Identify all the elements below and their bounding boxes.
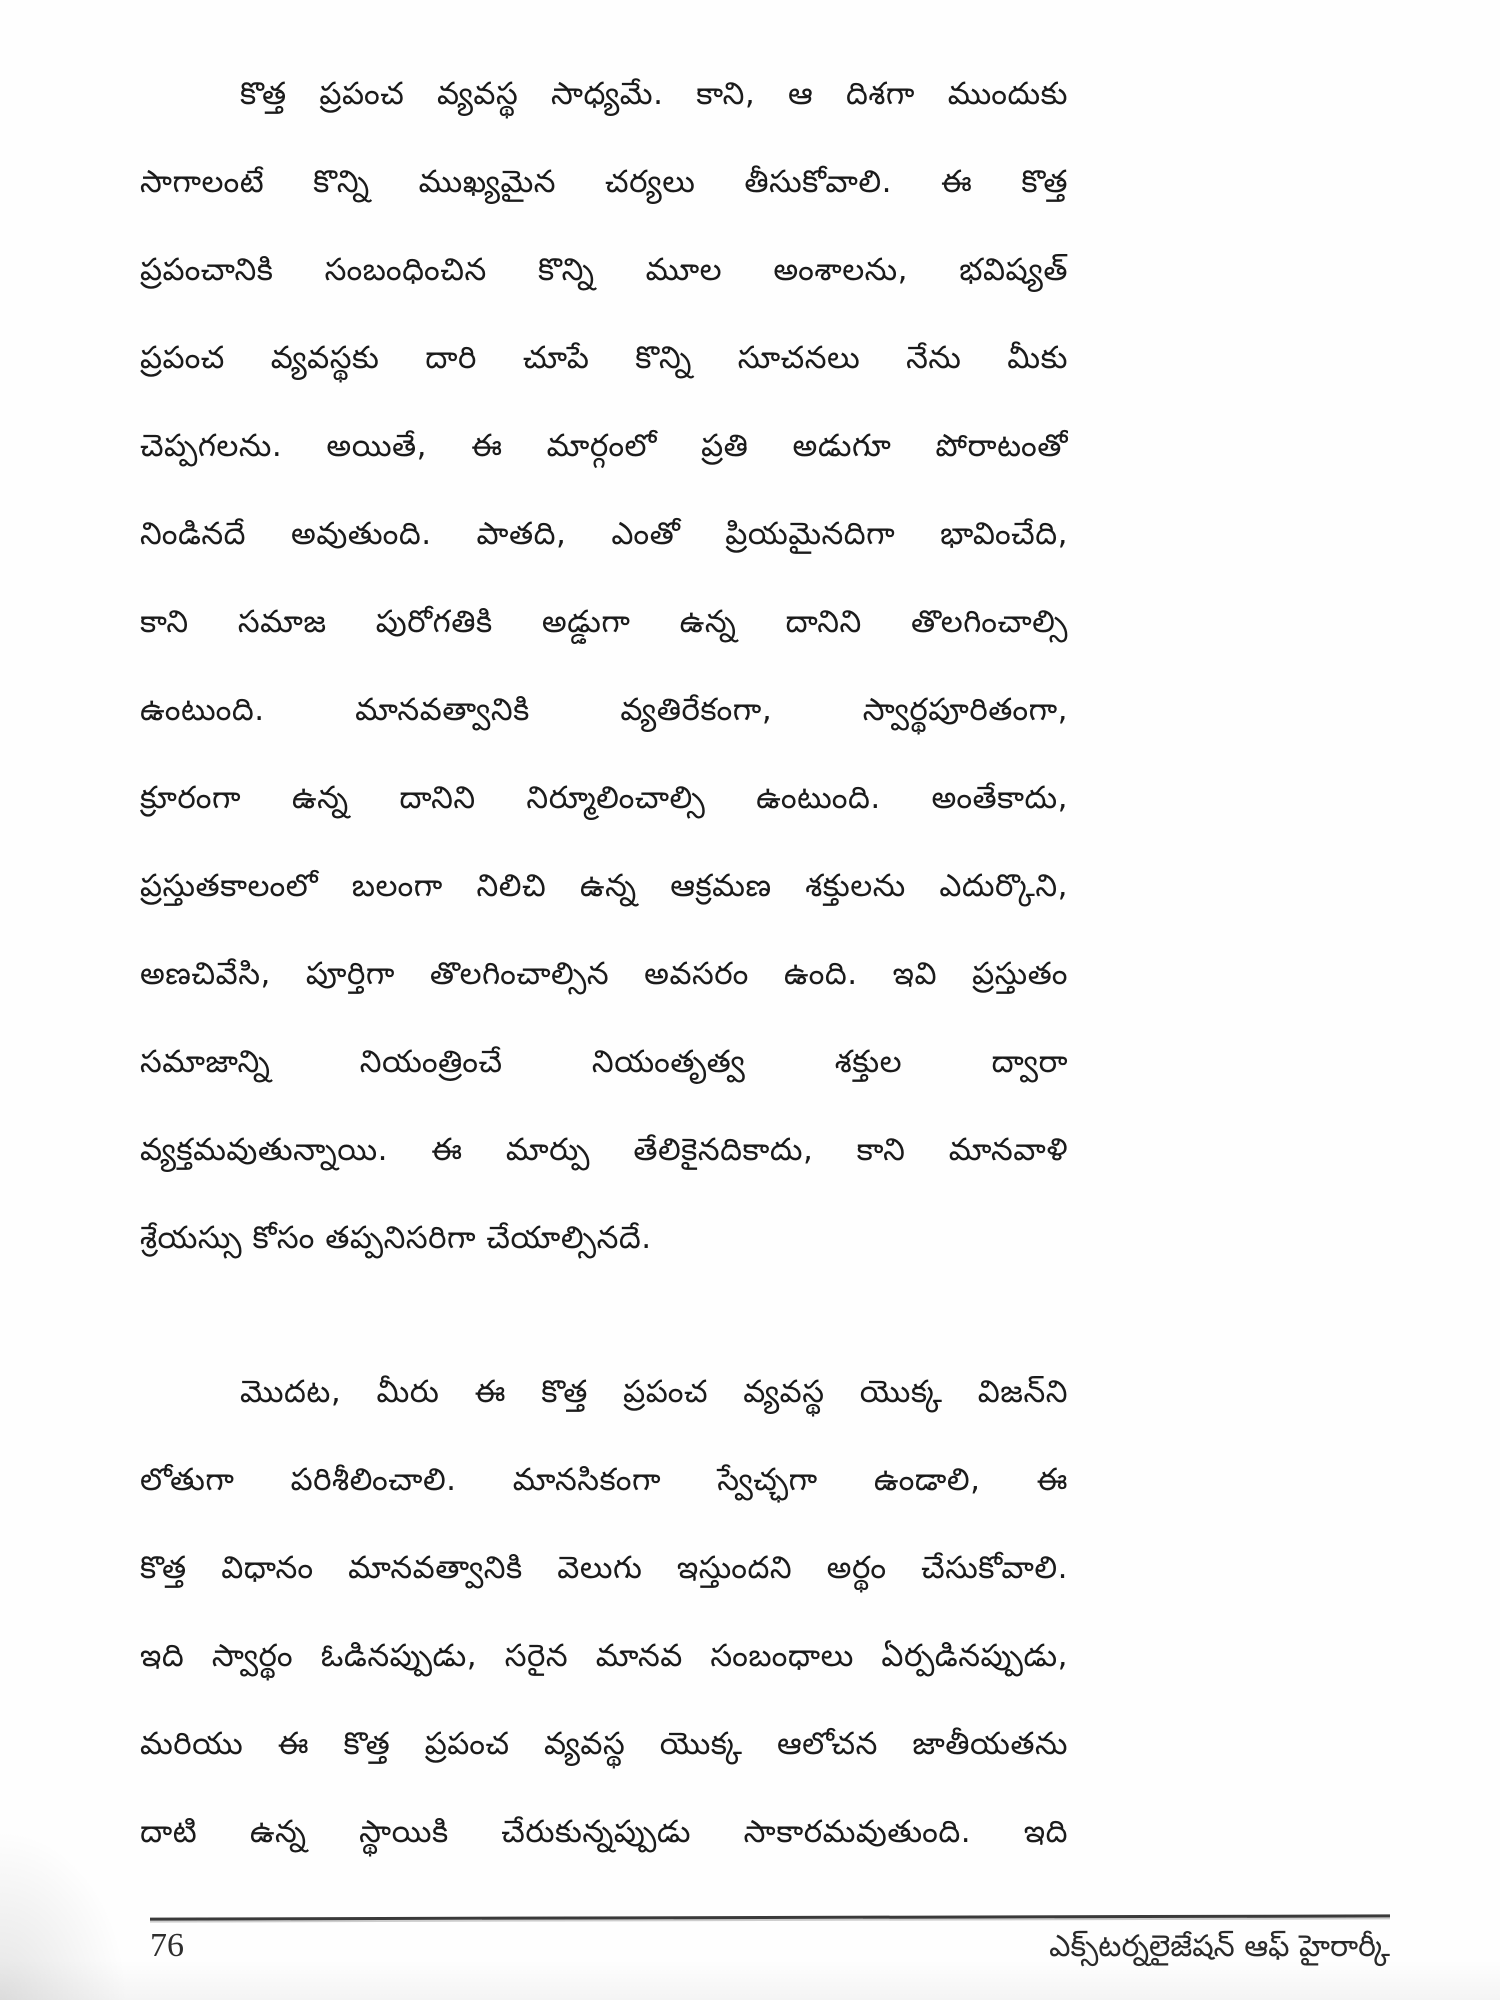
text-line: ఇది స్వార్థం ఓడినప్పుడు, సరైన మానవ సంబంధాలు ఏర్పడినప్పుడు, — [140, 1638, 1068, 1674]
text-line: మరియు ఈ కొత్త ప్రపంచ వ్యవస్థ యొక్క ఆలోచన జాతీయతను — [140, 1726, 1068, 1762]
text-line: లోతుగా పరిశీలించాలి. మానసికంగా స్వేచ్ఛగా ఉండాలి, ఈ — [140, 1462, 1068, 1498]
paragraph-1 — [140, 50, 1068, 1282]
body-text — [140, 50, 1068, 1876]
footer-divider — [150, 1914, 1390, 1920]
footer-row — [150, 1927, 1390, 1971]
page-number: 76 — [150, 1927, 184, 1964]
running-title: ఎక్స్‌టర్నలైజేషన్ ఆఫ్ హైరార్కీ — [1049, 1929, 1390, 1964]
text-line: కొత్త విధానం మానవత్వానికి వెలుగు ఇస్తుందని అర్థం చేసుకోవాలి. — [140, 1550, 1068, 1586]
text-line: సాగాలంటే కొన్ని ముఖ్యమైన చర్యలు తీసుకోవాలి. ఈ కొత్త — [140, 164, 1068, 200]
text-line: దాటి ఉన్న స్థాయికి చేరుకున్నప్పుడు సాకారమవుతుంది. ఇది — [140, 1814, 1068, 1850]
text-line: కాని సమాజ పురోగతికి అడ్డుగా ఉన్న దానిని తొలగించాల్సి — [140, 604, 1068, 640]
text-line: శ్రేయస్సు కోసం తప్పనిసరిగా చేయాల్సినదే. — [140, 1220, 652, 1256]
page-footer — [0, 1916, 1500, 1971]
paragraph-2 — [140, 1348, 1068, 1876]
text-line: అణచివేసి, పూర్తిగా తొలగించాల్సిన అవసరం ఉంది. ఇవి ప్రస్తుతం — [140, 956, 1068, 992]
text-line: నిండినదే అవుతుంది. పాతది, ఎంతో ప్రియమైనదిగా భావించేది, — [140, 516, 1068, 552]
text-line: ప్రస్తుతకాలంలో బలంగా నిలిచి ఉన్న ఆక్రమణ శక్తులను ఎదుర్కొని, — [140, 868, 1068, 904]
text-line: కొత్త ప్రపంచ వ్యవస్థ సాధ్యమే. కాని, ఆ దిశగా ముందుకు — [240, 76, 1068, 112]
text-line: సమాజాన్ని నియంత్రించే నియంతృత్వ శక్తుల ద్వారా — [140, 1044, 1068, 1080]
text-line: ప్రపంచ వ్యవస్థకు దారి చూపే కొన్ని సూచనలు నేను మీకు — [140, 340, 1068, 376]
text-line: క్రూరంగా ఉన్న దానిని నిర్మూలించాల్సి ఉంటుంది. అంతేకాదు, — [140, 780, 1068, 816]
text-line: ప్రపంచానికి సంబంధించిన కొన్ని మూల అంశాలను, భవిష్యత్ — [140, 252, 1068, 288]
text-line: వ్యక్తమవుతున్నాయి. ఈ మార్పు తేలికైనదికాదు, కాని మానవాళి — [140, 1132, 1068, 1168]
text-line: చెప్పగలను. అయితే, ఈ మార్గంలో ప్రతి అడుగూ పోరాటంతో — [140, 428, 1068, 464]
text-line: మొదట, మీరు ఈ కొత్త ప్రపంచ వ్యవస్థ యొక్క విజన్‌ని — [240, 1374, 1068, 1410]
text-line: ఉంటుంది. మానవత్వానికి వ్యతిరేకంగా, స్వార్థపూరితంగా, — [140, 692, 1068, 728]
